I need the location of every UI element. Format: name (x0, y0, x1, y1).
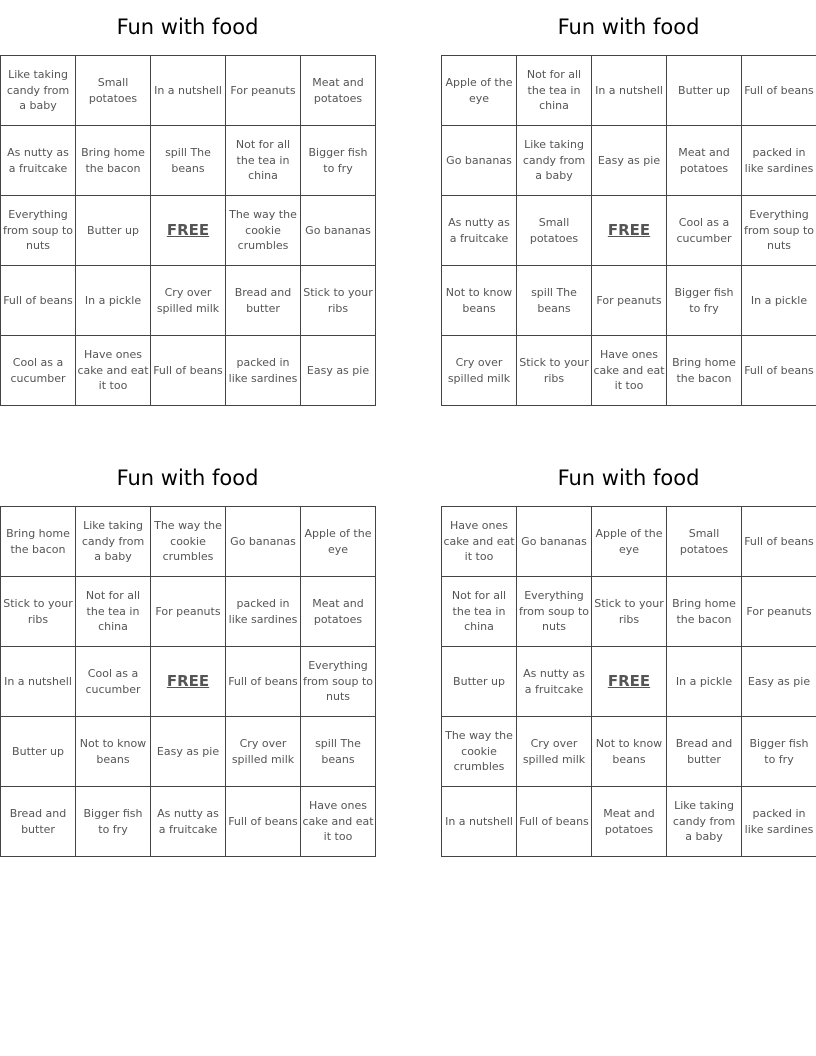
free-space-cell: FREE (592, 647, 667, 717)
bingo-cell: packed in like sardines (226, 336, 301, 406)
bingo-cell: In a nutshell (1, 647, 76, 717)
bingo-cell: Small potatoes (517, 196, 592, 266)
grid-row (1, 266, 376, 336)
bingo-cell: In a pickle (667, 647, 742, 717)
bingo-cell: Everything from soup to nuts (517, 577, 592, 647)
bingo-cell: Everything from soup to nuts (301, 647, 376, 717)
bingo-cell: Cry over spilled milk (442, 336, 517, 406)
grid-row (442, 577, 816, 647)
bingo-cell: Like taking candy from a baby (76, 507, 151, 577)
bingo-cell: Go bananas (517, 507, 592, 577)
bingo-cell: Apple of the eye (592, 507, 667, 577)
bingo-grid (0, 55, 376, 406)
bingo-cell: Meat and potatoes (301, 56, 376, 126)
bingo-cell: Bring home the bacon (667, 336, 742, 406)
grid-row (1, 336, 376, 406)
bingo-cell: Cool as a cucumber (1, 336, 76, 406)
grid-row (1, 787, 376, 857)
bingo-cell: In a nutshell (592, 56, 667, 126)
bingo-cell: Not to know beans (442, 266, 517, 336)
bingo-cell: packed in like sardines (226, 577, 301, 647)
bingo-cell: Not for all the tea in china (442, 577, 517, 647)
bingo-cell: Full of beans (1, 266, 76, 336)
card-title: Fun with food (557, 15, 700, 39)
bingo-cell: Stick to your ribs (517, 336, 592, 406)
bingo-cell: Have ones cake and eat it too (76, 336, 151, 406)
bingo-cell: Small potatoes (76, 56, 151, 126)
bingo-cell: Butter up (667, 56, 742, 126)
bingo-cell: As nutty as a fruitcake (517, 647, 592, 717)
bingo-cell: Bigger fish to fry (301, 126, 376, 196)
bingo-cell: The way the cookie crumbles (226, 196, 301, 266)
bingo-cell: Have ones cake and eat it too (442, 507, 517, 577)
grid-row (442, 126, 816, 196)
bingo-cell: Go bananas (301, 196, 376, 266)
grid-row (442, 56, 816, 126)
bingo-cell: Like taking candy from a baby (1, 56, 76, 126)
grid-row (1, 507, 376, 577)
bingo-grid (0, 506, 376, 857)
bingo-cell: Go bananas (226, 507, 301, 577)
bingo-cell: Cry over spilled milk (517, 717, 592, 787)
bingo-cell: Full of beans (742, 336, 816, 406)
bingo-cell: In a nutshell (442, 787, 517, 857)
bingo-cell: The way the cookie crumbles (442, 717, 517, 787)
free-space-cell: FREE (592, 196, 667, 266)
bingo-cell: Butter up (76, 196, 151, 266)
free-space-cell: FREE (151, 196, 226, 266)
bingo-cell: Stick to your ribs (1, 577, 76, 647)
bingo-cell: Cry over spilled milk (226, 717, 301, 787)
grid-row (442, 647, 816, 717)
bingo-cell: Bigger fish to fry (76, 787, 151, 857)
bingo-cell: packed in like sardines (742, 126, 816, 196)
bingo-cell: Cry over spilled milk (151, 266, 226, 336)
bingo-grid (441, 55, 816, 406)
bingo-cell: In a nutshell (151, 56, 226, 126)
bingo-cell: Easy as pie (742, 647, 816, 717)
bingo-cell: Bread and butter (1, 787, 76, 857)
bingo-cell: Have ones cake and eat it too (301, 787, 376, 857)
grid-row (1, 717, 376, 787)
card-title: Fun with food (557, 466, 700, 490)
bingo-cell: As nutty as a fruitcake (1, 126, 76, 196)
bingo-cell: Not for all the tea in china (226, 126, 301, 196)
bingo-cell: Butter up (1, 717, 76, 787)
card-title: Fun with food (116, 466, 259, 490)
bingo-cell: Meat and potatoes (667, 126, 742, 196)
bingo-cell: For peanuts (226, 56, 301, 126)
bingo-cell: Full of beans (517, 787, 592, 857)
bingo-cell: Easy as pie (151, 717, 226, 787)
bingo-cell: Not to know beans (76, 717, 151, 787)
bingo-cell: Cool as a cucumber (667, 196, 742, 266)
bingo-cell: For peanuts (742, 577, 816, 647)
bingo-grid (441, 506, 816, 857)
bingo-cell: Butter up (442, 647, 517, 717)
bingo-cell: Everything from soup to nuts (742, 196, 816, 266)
bingo-cell: Not for all the tea in china (76, 577, 151, 647)
bingo-cell: The way the cookie crumbles (151, 507, 226, 577)
bingo-cell: packed in like sardines (742, 787, 816, 857)
bingo-cell: spill The beans (301, 717, 376, 787)
bingo-cell: Small potatoes (667, 507, 742, 577)
bingo-cell: As nutty as a fruitcake (442, 196, 517, 266)
card-title: Fun with food (116, 15, 259, 39)
bingo-cell: Bread and butter (226, 266, 301, 336)
grid-row (442, 196, 816, 266)
bingo-cell: Meat and potatoes (301, 577, 376, 647)
grid-row (442, 717, 816, 787)
bingo-cell: Everything from soup to nuts (1, 196, 76, 266)
grid-row (442, 336, 816, 406)
bingo-cell: Bring home the bacon (1, 507, 76, 577)
grid-row (442, 507, 816, 577)
grid-row (442, 266, 816, 336)
bingo-cell: Cool as a cucumber (76, 647, 151, 717)
bingo-cell: In a pickle (76, 266, 151, 336)
bingo-cell: For peanuts (592, 266, 667, 336)
grid-row (1, 56, 376, 126)
grid-row (442, 787, 816, 857)
bingo-cell: Apple of the eye (442, 56, 517, 126)
grid-row (1, 196, 376, 266)
bingo-cell: Stick to your ribs (592, 577, 667, 647)
bingo-cell: In a pickle (742, 266, 816, 336)
bingo-cell: Bigger fish to fry (667, 266, 742, 336)
bingo-cell: Full of beans (226, 787, 301, 857)
grid-row (1, 577, 376, 647)
bingo-cell: Go bananas (442, 126, 517, 196)
bingo-cell: Like taking candy from a baby (667, 787, 742, 857)
bingo-cell: Easy as pie (301, 336, 376, 406)
bingo-cell: As nutty as a fruitcake (151, 787, 226, 857)
bingo-cell: Not for all the tea in china (517, 56, 592, 126)
bingo-cell: Meat and potatoes (592, 787, 667, 857)
bingo-cell: Bigger fish to fry (742, 717, 816, 787)
free-space-cell: FREE (151, 647, 226, 717)
bingo-cell: Stick to your ribs (301, 266, 376, 336)
bingo-cell: Easy as pie (592, 126, 667, 196)
grid-row (1, 647, 376, 717)
grid-row (1, 126, 376, 196)
bingo-cell: Bring home the bacon (667, 577, 742, 647)
bingo-cell: Full of beans (742, 56, 816, 126)
bingo-cell: Have ones cake and eat it too (592, 336, 667, 406)
bingo-cell: Full of beans (226, 647, 301, 717)
bingo-cell: Apple of the eye (301, 507, 376, 577)
bingo-cell: spill The beans (151, 126, 226, 196)
bingo-cell: Like taking candy from a baby (517, 126, 592, 196)
bingo-cell: spill The beans (517, 266, 592, 336)
bingo-cell: Bring home the bacon (76, 126, 151, 196)
bingo-cell: Full of beans (151, 336, 226, 406)
bingo-cell: Bread and butter (667, 717, 742, 787)
bingo-cell: Full of beans (742, 507, 816, 577)
bingo-cell: For peanuts (151, 577, 226, 647)
bingo-cell: Not to know beans (592, 717, 667, 787)
